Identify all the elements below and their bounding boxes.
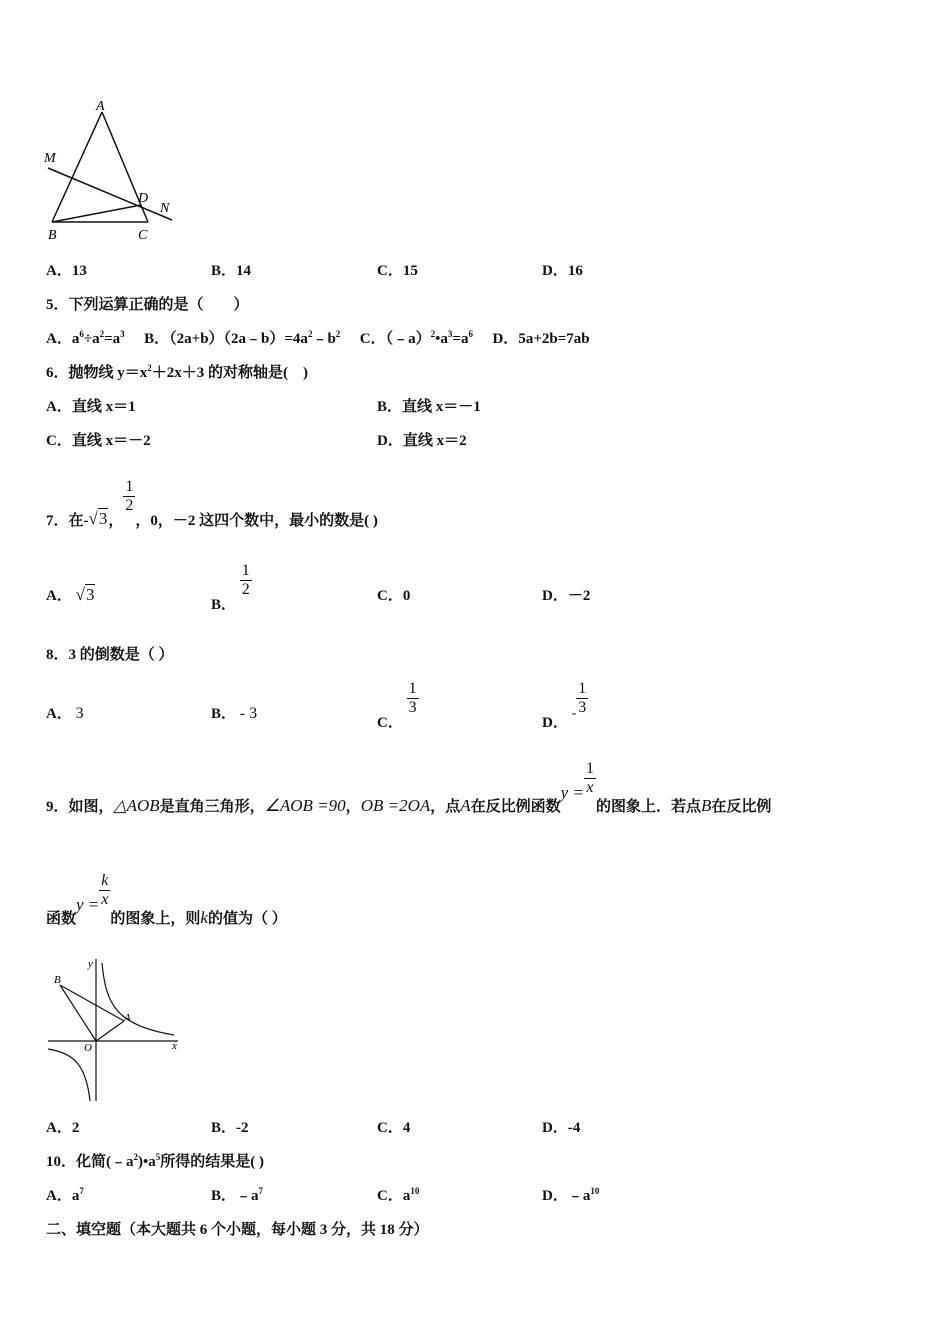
- label-D: D: [138, 191, 149, 206]
- axis-label-y: y: [88, 958, 93, 970]
- q8-option-c: C． $\frac{1}{3}$: [377, 680, 417, 731]
- q10-option-a: A．$a^7$: [46, 1186, 84, 1204]
- q5-option-c: C．$(﹣a)^2•a^3=a^6$: [359, 329, 473, 347]
- q4-option-a: A．13: [46, 263, 87, 279]
- q7-option-b: B． $\frac{1}{2}$: [211, 562, 250, 613]
- q9-option-b: B．-2: [211, 1120, 249, 1136]
- q7-option-d: D．－2: [542, 588, 591, 604]
- q5-option-a: A．$a^6\div a^2=a^3$: [46, 329, 125, 347]
- q8-option-a: A． 3: [46, 705, 84, 722]
- q6-option-b: B．直线 x＝－1: [377, 399, 481, 415]
- q9-stem-line2: 函数y = $\frac{k}{x}$ 的图象上，则k的值为（ ）: [46, 872, 287, 927]
- q5-option-d: D．5a+2b=7ab: [492, 331, 590, 347]
- label-B: B: [48, 228, 57, 243]
- q7-option-c: C．0: [377, 588, 411, 604]
- label-C: C: [138, 228, 148, 243]
- label-A: A: [96, 100, 105, 114]
- point-label-O: O: [84, 1042, 92, 1054]
- q9-stem-line1: 9．如图，△AOB是直角三角形，∠AOB =90，OB =2OA，点A在反比例函数y = $\frac{1}{x}$ 的图象上．若点B在反比例: [46, 760, 772, 815]
- q4-option-d: D．16: [542, 263, 583, 279]
- q10-stem: 10．化简$(﹣a^2)•a^5$所得的结果是( ): [46, 1152, 264, 1170]
- q6-option-c: C．直线 x＝－2: [46, 433, 151, 449]
- point-label-B: B: [54, 974, 61, 986]
- q10-option-c: C．$a^{10}$: [377, 1186, 420, 1204]
- label-N: N: [160, 201, 170, 216]
- q8-option-b: B． - 3: [211, 705, 258, 722]
- q5-option-b: B．$(2a+b)(2a﹣b)=4a^2﹣b^2$: [144, 329, 341, 347]
- q8-option-d: D． - $\frac{1}{3}$: [542, 680, 587, 731]
- q4-option-b: B．14: [211, 263, 252, 279]
- q7-option-a: A． √3: [46, 585, 95, 604]
- q9-option-a: A．2: [46, 1120, 80, 1136]
- point-label-A: A: [124, 1012, 131, 1024]
- q10-option-d: D．$﹣a^{10}$: [542, 1186, 600, 1204]
- q5-stem: 5．下列运算正确的是（ ）: [46, 297, 249, 313]
- q5-options: [46, 330, 590, 348]
- q6-option-a: A．直线 x＝1: [46, 399, 136, 415]
- q6-stem: 6．抛物线 $y=x^2+2x+3$ 的对称轴是( ): [46, 363, 309, 381]
- q9-option-c: C．4: [377, 1120, 411, 1136]
- q7-stem: 7．在-√3， $\frac{1}{2}$ ，0，－2 这四个数中，最小的数是( ): [46, 478, 378, 529]
- q9-option-d: D．-4: [542, 1120, 581, 1136]
- label-M: M: [44, 151, 56, 166]
- hyperbola-figure: [44, 955, 184, 1105]
- triangle-figure: [40, 100, 190, 245]
- axis-label-x: x: [172, 1040, 177, 1052]
- q10-option-b: B．$﹣a^7$: [211, 1186, 264, 1204]
- q4-option-c: C．15: [377, 263, 418, 279]
- section-heading: 二、填空题（本大题共 6 个小题，每小题 3 分，共 18 分）: [46, 1222, 429, 1238]
- q8-stem: 8．3 的倒数是（ ）: [46, 647, 174, 663]
- q6-option-d: D．直线 x＝2: [377, 433, 467, 449]
